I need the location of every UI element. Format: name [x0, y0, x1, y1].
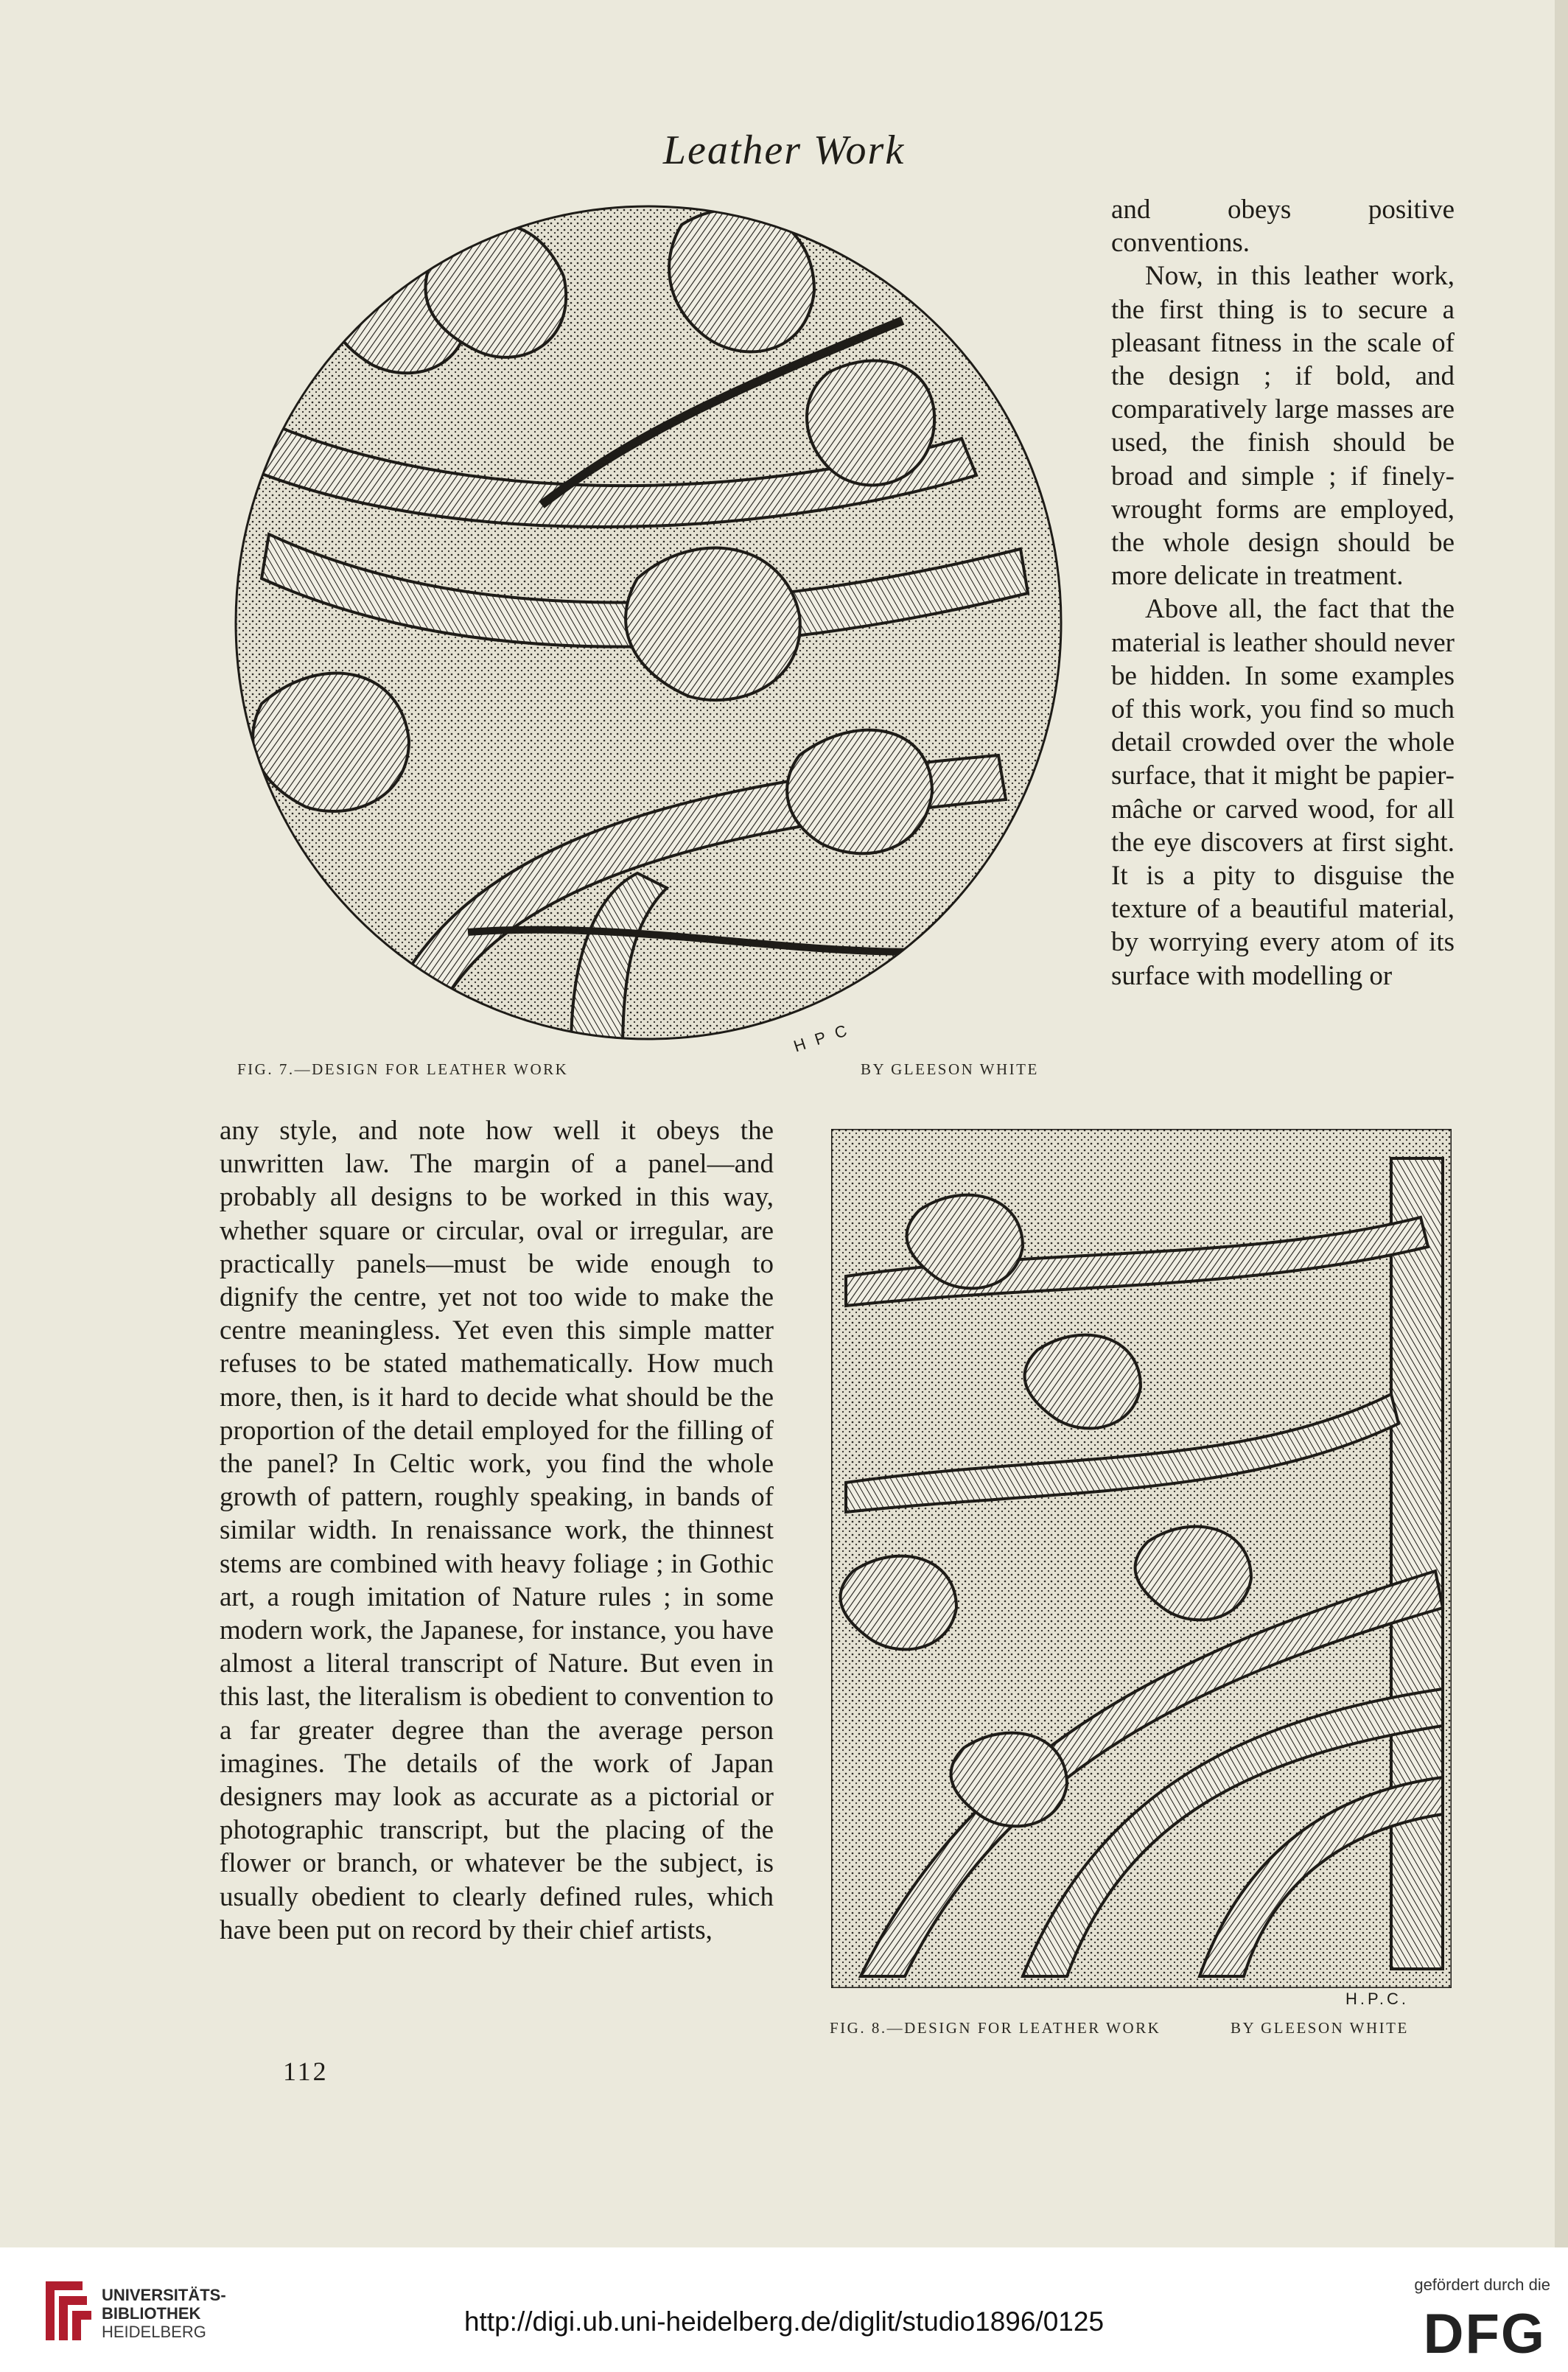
- source-url-link[interactable]: http://digi.ub.uni-heidelberg.de/diglit/studio1896/0125: [463, 2306, 1105, 2337]
- figure-7-initials: H P C: [791, 1020, 853, 1056]
- running-title: Leather Work: [662, 127, 906, 173]
- funded-by-label: gefördert durch die: [1414, 2275, 1550, 2294]
- figure-7-circular-tulip-design: [225, 195, 1072, 1050]
- library-name-line2: BIBLIOTHEK: [102, 2304, 201, 2323]
- page-edge-shadow: [1555, 0, 1568, 2372]
- page-number: 112: [283, 2057, 329, 2086]
- text-column-bottom-left: [220, 1114, 774, 1947]
- figure-8-caption: FIG. 8.—DESIGN FOR LEATHER WORK: [830, 2019, 1161, 2037]
- figure-7-caption: FIG. 7.—DESIGN FOR LEATHER WORK: [237, 1060, 569, 1078]
- library-name-line3: HEIDELBERG: [102, 2323, 206, 2341]
- figure-8-rectangular-tulip-panel: [831, 1129, 1452, 1988]
- paragraph: any style, and note how well it obeys the unwritten law. The margin of a panel—and probably all designs to be worked in this way, whether square or circular, oval or irregular, are practically panels—must be wide enough to dignify the centre, yet not too wide to make the centre meaningless. Yet even this simple matter refuses to be stated mathematically. How much more, then, is it hard to decide what should be the proportion of the detail employed for the filling of the panel? In Celtic work, you find the whole growth of pattern, roughly speaking, in bands of similar width. In renaissance work, the thinnest stems are combined with heavy foliage ; in Gothic art, a rough imitation of Nature rules ; in some modern work, the Japanese, for instance, you have almost a literal transcript of Nature. But even in this last, the literalism is obedient to convention to a far greater degree than the average person imagines. The details of the work of Japan designers may look as accurate as a pictorial or photographic transcript, but the placing of the flower or branch, or whatever be the subject, is usually obedient to clearly defined rules, which have been put on record by their chief artists,: [220, 1116, 774, 1945]
- paragraph: Above all, the fact that the material is leather should never be hidden. In some examples of this work, you find so much detail crowded over the whole surface, that it might be papier-mâche or carved wood, for all the eye discovers at first sight. It is a pity to disguise the texture of a beautiful material, by worrying every atom of its surface with modelling or: [1111, 594, 1455, 991]
- library-name-line1: UNIVERSITÄTS-: [102, 2286, 226, 2304]
- figure-8-initials: H.P.C.: [1345, 1990, 1409, 2008]
- text-column-top-right: [1111, 193, 1455, 993]
- figure-7-credit: BY GLEESON WHITE: [861, 1060, 1039, 1078]
- dfg-logo: DFG: [1423, 2303, 1546, 2365]
- paragraph: and obeys positive conventions.: [1111, 195, 1455, 259]
- figure-8-credit: BY GLEESON WHITE: [1231, 2019, 1409, 2037]
- paragraph: Now, in this leather work, the first thing is to secure a pleasant fitness in the scale of the design ; if bold, and comparatively large masses are used, the finish should be broad and simple ; if finely-wrought forms are employed, the whole design should be more delicate in treatment.: [1111, 261, 1455, 592]
- digitization-footer: [0, 2247, 1568, 2372]
